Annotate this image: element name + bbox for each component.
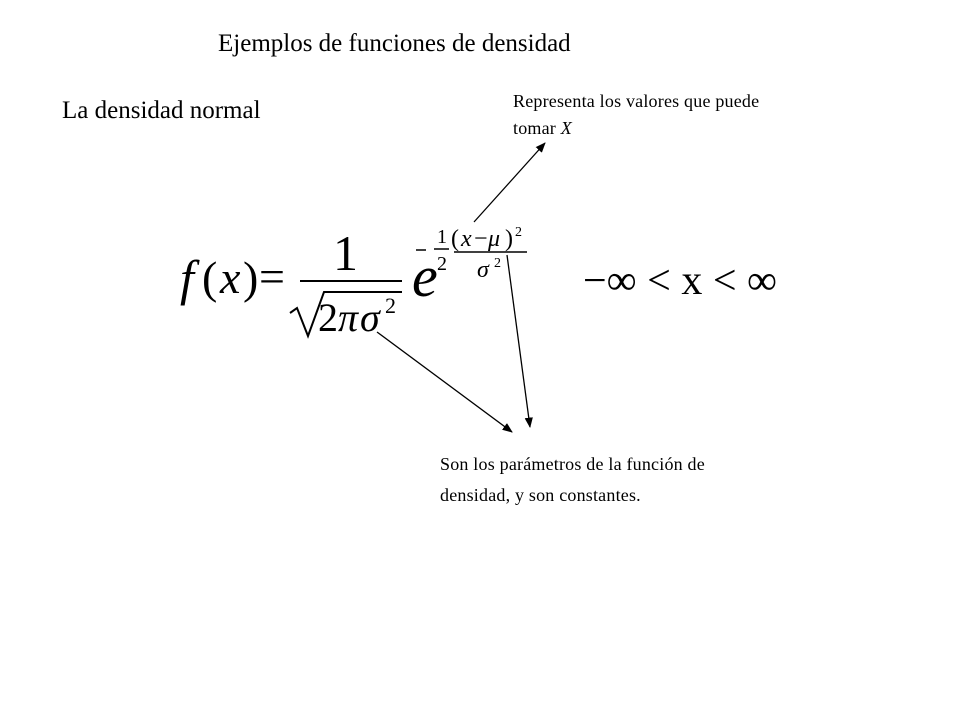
formula-domain: −∞ < x < ∞ — [583, 258, 777, 304]
arrow-to-random-variable-note — [474, 143, 545, 222]
formula-radicand-exponent: 2 — [385, 293, 396, 318]
formula-exponent-two: 2 — [437, 253, 447, 275]
formula-radicand-pi: π — [338, 295, 359, 340]
formula-exponent-one: 1 — [437, 226, 447, 248]
annotation-random-variable-line1: Representa los valores que puede — [513, 91, 760, 111]
formula-radicand-sigma: σ — [360, 295, 380, 340]
formula-exponent-close-paren: ) — [505, 226, 513, 252]
formula-exponent-open-paren: ( — [451, 226, 459, 252]
formula-radicand-two: 2 — [318, 295, 338, 340]
formula-base-e: e — [412, 244, 438, 309]
formula-exponent-minus-sign: − — [474, 226, 488, 252]
annotation-random-variable-prefix: tomar — [513, 118, 561, 138]
formula-exponent-square: 2 — [515, 225, 522, 240]
formula-exponent-sigma: σ — [477, 257, 489, 283]
formula-equals: = — [259, 251, 285, 302]
formula-lhs-open-paren: ( — [202, 252, 218, 303]
formula-exponent-mu: μ — [488, 226, 501, 252]
formula-exponent-sigma-square: 2 — [494, 256, 501, 271]
section-heading: La densidad normal — [62, 97, 261, 124]
formula-lhs-close-paren: ) — [243, 252, 259, 303]
formula-exponent-x: x — [461, 226, 472, 252]
formula-f: f — [180, 250, 194, 306]
arrow-mu-sigma-to-parameters-note — [507, 255, 530, 427]
annotation-parameters-line1: Son los parámetros de la función de — [440, 454, 705, 474]
formula-lhs-x: x — [220, 252, 241, 303]
arrow-sigma-to-parameters-note — [377, 332, 512, 432]
formula-numerator: 1 — [333, 225, 358, 281]
annotation-parameters-line2: densidad, y son constantes. — [440, 485, 641, 505]
slide-title: Ejemplos de funciones de densidad — [218, 30, 571, 57]
annotation-random-variable-symbol: X — [560, 118, 572, 138]
